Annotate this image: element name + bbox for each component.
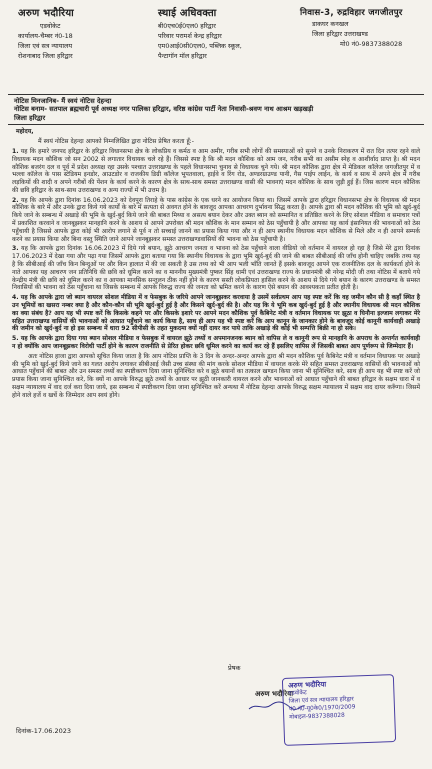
closing-paragraph: अतः नोटिस हाजा द्वारा आपको सूचित किया जाता है कि आप नोटिस प्राप्ति के 3 दिन के अन्दर-अन्दर आपके द्वारा श्री मदन कौशिक पूर्व कैबिनेट मंत्री व वर्तमान विधायक पर अखाड़े की भूमि को खुर्द-बुर्द किये जाने का गलत आरोप लगाकर सीबीआई जैसी उच्च संस्था की मांग करके सोशल मीडिया में वायरल करके मेरे सहित समस्त उत्तराखण्ड वासियों की भावनाओं को आघात पहुँचाने की बाबत और उन समस्त तथ्यों का स्पष्टीकरण दिया जाना सुनिश्चित करे व झूठे बयानों का तत्काल खण्डन किया जाना भी सुनिश्चित करे, साथ ही आप यह भी स्पष्ट करें जो प्रयास किया जाना सुनिश्चित करे, कि क्यों ना आपके विरुद्ध झूठे तथ्यों के आधार पर झूठी जानकारी वायरल करने और भावनाओं को आघात पहुँचाने की बाबत हरिद्वार के सक्षम धारा में व सक्षम न्यायालय में वाद दर्ज करा दिया जाये, इस सम्बन्ध में स्पष्टीकरण दिया जाना सुनिश्चित करें अन्यथा मैं नोटिस देहन्दा आपके विरुद्ध सक्षम न्यायालय में सक्षम वाद दायर करूँगा। जिसमें होने वाले हर्जे व खर्चे के जिम्मेदार आप स्वयं होंगे। [12, 352, 420, 399]
stamp-mobile: मोबाइल-9837388028 [289, 712, 345, 721]
letterhead-left [18, 8, 148, 61]
paragraph-number: 2. [12, 196, 19, 204]
letterhead-right [300, 8, 432, 50]
affiliation-2: परिवार परामर्श केन्द्र हरिद्वार [158, 31, 222, 40]
sender-label: प्रेषक [228, 664, 241, 672]
court-name: जिला एवं सत्र न्यायालय [18, 41, 73, 50]
paragraph-text: यह कि आपके द्वारा दिनांक 16.06.2023 में दिये गये बयान, झूठे आचरण जनता व भावना को ठेस पहुँचाने वाला वीडियो जो वर्तमान में वायरल हो रहा है जिसे मेरे द्वारा दिनांक 17.06.2023 में देखा गया और पढ़ा गया जिसमें आपके द्वारा बताया गया कि स्थानीय विधायक के द्वारा भूमि खुर्द-बुर्द की जाने की बाबत सीबीआई की जाँच होनी चाहिए जबकि तथ्य यह है कि सीबीआई की जाँच किन बिन्दुओं पर और किन हालात में की जा सकती है उस तथ्य को भी आप भली भाँति जानते हैं इसके बावजूद आपने एक राजनीतिक दल के कार्यकर्ता होने के नाते आपका यह आचरण जन प्रतिनिधि की छवि को धूमिल करने का व माननीय मुख्यमंत्री पुष्कर सिंह धामी एवं उत्तराखण्ड राज्य के प्रधानमंत्री श्री नरेन्द्र मोदी जी तथा नोटिस में बताये गये केन्द्रीय मंत्री की छवि को धूमिल करने का व आपका मानसिक सन्तुलन ठीक नहीं होने के कारण सस्ती लोकप्रियता हासिल करने के आशय से दिये गये बयान के कारण उत्तराखण्ड के समस्त निवासियों की भावना को ठेस पहुँचाना था जिसके सम्बन्ध में आपके विरुद्ध राज्य की जनता को भ्रमित करने के कारण ऐसे बयान की आवश्यकता प्रतीत होती है। [12, 245, 421, 292]
letterhead [8, 6, 424, 92]
paragraph-number: 3. [12, 245, 19, 253]
mobile-number: मो0 नं0-9837388028 [340, 39, 403, 48]
notice-memo [8, 94, 424, 125]
affiliation-4: पैन्टागॉन मॉल हरिद्वार [158, 51, 207, 60]
paragraph-3 [12, 245, 420, 292]
memo-from: नोटिस मिनजानिब- मैं स्वयं नोटिस देहन्दा [14, 97, 112, 105]
paragraph-1 [12, 148, 420, 195]
paragraph-number: 4. [12, 294, 19, 302]
district: जिला हरिद्वार उत्तराखण्ड [312, 29, 368, 38]
paragraph-text: यह कि आपके द्वारा जो ब्यान वायरल सोशल मीडिया में व फेसबुक के जरिये आपने जानबूझकर करवाया है उसमें सर्वप्रथम आप यह स्पष्ट करें कि वह जमीन कौन सी है कहाँ स्थित है उन भूमियों का खसरा नम्बर क्या है और कौन-कौन सी भूमि खुर्द-बुर्द हुई है और किसने खुर्द-बुर्द की है। और यह कि ये भूमि कब खुर्द-बुर्द हुई है और स्थानीय विधायक श्री मदन कौशिक का क्या संबंध है? आप यह भी स्पष्ट करें कि किसके कहने पर और किसके इशारे पर आपने मदन कौशिक पूर्व कैबिनेट मंत्री व वर्तमान विधायक पर झूठा व घिनौना इल्जाम लगाकर मेरे सहित उत्तराखण्ड वासियों की भावनाओं को आघात पहुँचाने का कार्य किया है, साथ ही आप यह भी स्पष्ट करें कि आप कानून के जानकार होने के बावजूद कोई कानूनी कार्यवाही अखाड़े की जमीन को खुर्द-बुर्द ना हो इस सम्बन्ध में धारा 92 सीपीसी के तहत मुकदमा क्यों नहीं दायर कर पाये ताकि अखाड़े की कोई भी सम्पत्ति बिक्री ना हो सके। [12, 294, 420, 333]
paragraph-text: यह कि आपके द्वारा दिनांक 16.06.2023 को देवपुरा तिराहे के पास कांग्रेस के एक धरने का आयोजन किया था। जिसमें आपके द्वारा हरिद्वार विधानसभा क्षेत्र के विधायक श्री मदन कौशिक के बारे में और उनके द्वारा किये गये कार्यों के बारे में सत्यता से अवगत होने के बावजूद आपका आचरण दुर्भावना सिद्ध करता है। आपके द्वारा श्री मदन कौशिक की भूमि को खुर्द-बुर्द किये जाने के सम्बन्ध में अखाड़े की भूमि के खुर्द-बुर्द किये जाने की बाबत मिथ्या व असत्य बयान देकर और उक्त ब्यान को सम्मानित व प्रतिष्ठित करने के लिए सोशल मीडिया व समाचार पत्रों में प्रकाशित करवाने व जानबूझकर मानहानि करने के आशय से आपने उपरोक्त श्री मदन कौशिक के मान सम्मान को ठेस पहुँचायी है और आपका यह कार्य इंसानियत की भावनाओं को ठेस पहुँचायी है जिससे आपके द्वारा कोई भी आरोप लगाने से पूर्व न तो सच्चाई जानने का प्रयास किया गया और न ही आप स्थानीय विधायक मदन कौशिक से मिले और न ही आपने सम्पर्क करने का प्रयास किया और बिना वस्तु स्थिति जाने आपने जानबूझकर समस्त उत्तराखण्डवासियों की भावना को ठेस पहुँचायी है। [12, 196, 421, 243]
advocate-name: अरुण भदौरिया [18, 8, 74, 19]
stamp-court: जिला एवं सत्र न्यायालय हरिद्वार [288, 696, 354, 705]
affiliation-3: एम0आई0सी0एल0, पब्लिक स्कूल, [158, 41, 242, 50]
paragraph-text: यह कि हमारे जनपद हरिद्वार के हरिद्वार विधानसभा क्षेत्र के लोकप्रिय व कर्मठ व आम अमीर, गरीब सभी लोगों की समस्याओं को सुनने व उनके निराकरण में रात दिन तत्पर रहने वाले विधायक मदन कौशिक जो सन 2002 से लगातार विधायक चले रहे हैं। जिससे स्पष्ट है कि श्री मदन कौशिक को आम जन, गरीब सभी का असीम स्नेह व आशीर्वाद प्राप्त है। श्री मदन कौशिक बजरंग दल व पूर्व में प्रदेश अध्यक्ष रहा उसके पश्चात उत्तराखण्ड के पहले विधानसभा चुनाव से विधायक चुने गये। श्री मदन कौशिक द्वारा क्षेत्र में मेडिकल कॉलेज जगजीतपुर में व भल्ला कॉलेज के पास स्टेडियम इनडोर, आउटडोर व राजकीय डिग्री कॉलेज भूपतवाला, हाईवे व रिंग रोड, अण्डरग्राउण्ड पानी, गैस पाईप लाईन, के कार्य व साथ में अपने क्षेत्र में गरीब लड़कियों की शादी व अपने गरीबों की पेंशन के कार्य करने के कारण क्षेत्र के साथ-साथ समस्त उत्तराखण्ड वासी की भावनाएं मदन कौशिक के साथ जुड़ी हुई हैं। जिस कारण मदन कौशिक की छवि हरिद्वार के साथ-साथ उत्तराखण्ड व अन्य राज्यों में भी उत्तम है। [12, 147, 420, 194]
office-chamber: कार्यालय-चैम्बर नं0-18 [18, 31, 73, 40]
paragraph-4 [12, 294, 420, 333]
paragraph-2 [12, 197, 420, 244]
post-office: डाकघर कनखल [312, 20, 349, 28]
advocate-title: एडवोकेट [40, 21, 61, 30]
residence-address: निवास-3, रुद्रविहार जगजीतपुर [300, 8, 403, 18]
intro-line: मैं स्वयं नोटिस देहन्दा आपको निम्नलिखित द्वारा नोटिस प्रेषित करता हूँ:- [38, 138, 194, 146]
paragraph-text: यह कि आपके द्वारा दिया गया ब्यान सोशल मीडिया व फेसबुक में वायरल झूठे तथ्यों व अपमानजनक ब्यान को वापिस ले व कानूनी रूप से मानहानि के अपराध के अन्तर्गत कार्यवाही न हो क्योंकि आप जानबूझकर विरोधी पार्टी होने के कारण राजनीति से प्रेरित होकर छवि धूमिल करने का कार्य कर रहे हैं इसलिए वापिस लें जिसकी बाबत आप पूर्णरूप से जिम्मेदार हैं। [12, 335, 421, 351]
paragraph-5 [12, 335, 420, 351]
sender-signature: अरुण भदौरिया [255, 690, 294, 698]
memo-to: नोटिस बनाम- सतपाल ब्रह्मचारी पूर्व अध्यक्ष नगर पालिका हरिद्वार, वरिष्ठ कांग्रेस पार्टी नेता निवासी-श्रवण नाथ आश्रम खड़खड़ी [14, 105, 314, 114]
greeting: महोदय, [16, 128, 34, 136]
affiliation-1: बी0एच0ई0एल0 हरिद्वार [158, 21, 216, 30]
letterhead-middle [158, 8, 298, 61]
stamp-name: अरुण भदौरिया [287, 680, 327, 690]
standing-counsel-title: स्थाई अधिवक्ता [158, 8, 217, 19]
stamp-title: एडवोकेट [288, 690, 307, 698]
advocate-stamp [282, 674, 396, 746]
stamp-enrolment: पं0 नं0-यू0के0/1970/2009 [288, 704, 356, 713]
memo-to-district: जिला हरिद्वार [14, 113, 46, 122]
court-place: रोशनाबाद जिला हरिद्वार [18, 51, 73, 60]
paragraph-number: 5. [12, 335, 19, 343]
notice-date: दिनांक-17.06.2023 [16, 727, 71, 735]
paragraph-number: 1. [12, 147, 19, 155]
